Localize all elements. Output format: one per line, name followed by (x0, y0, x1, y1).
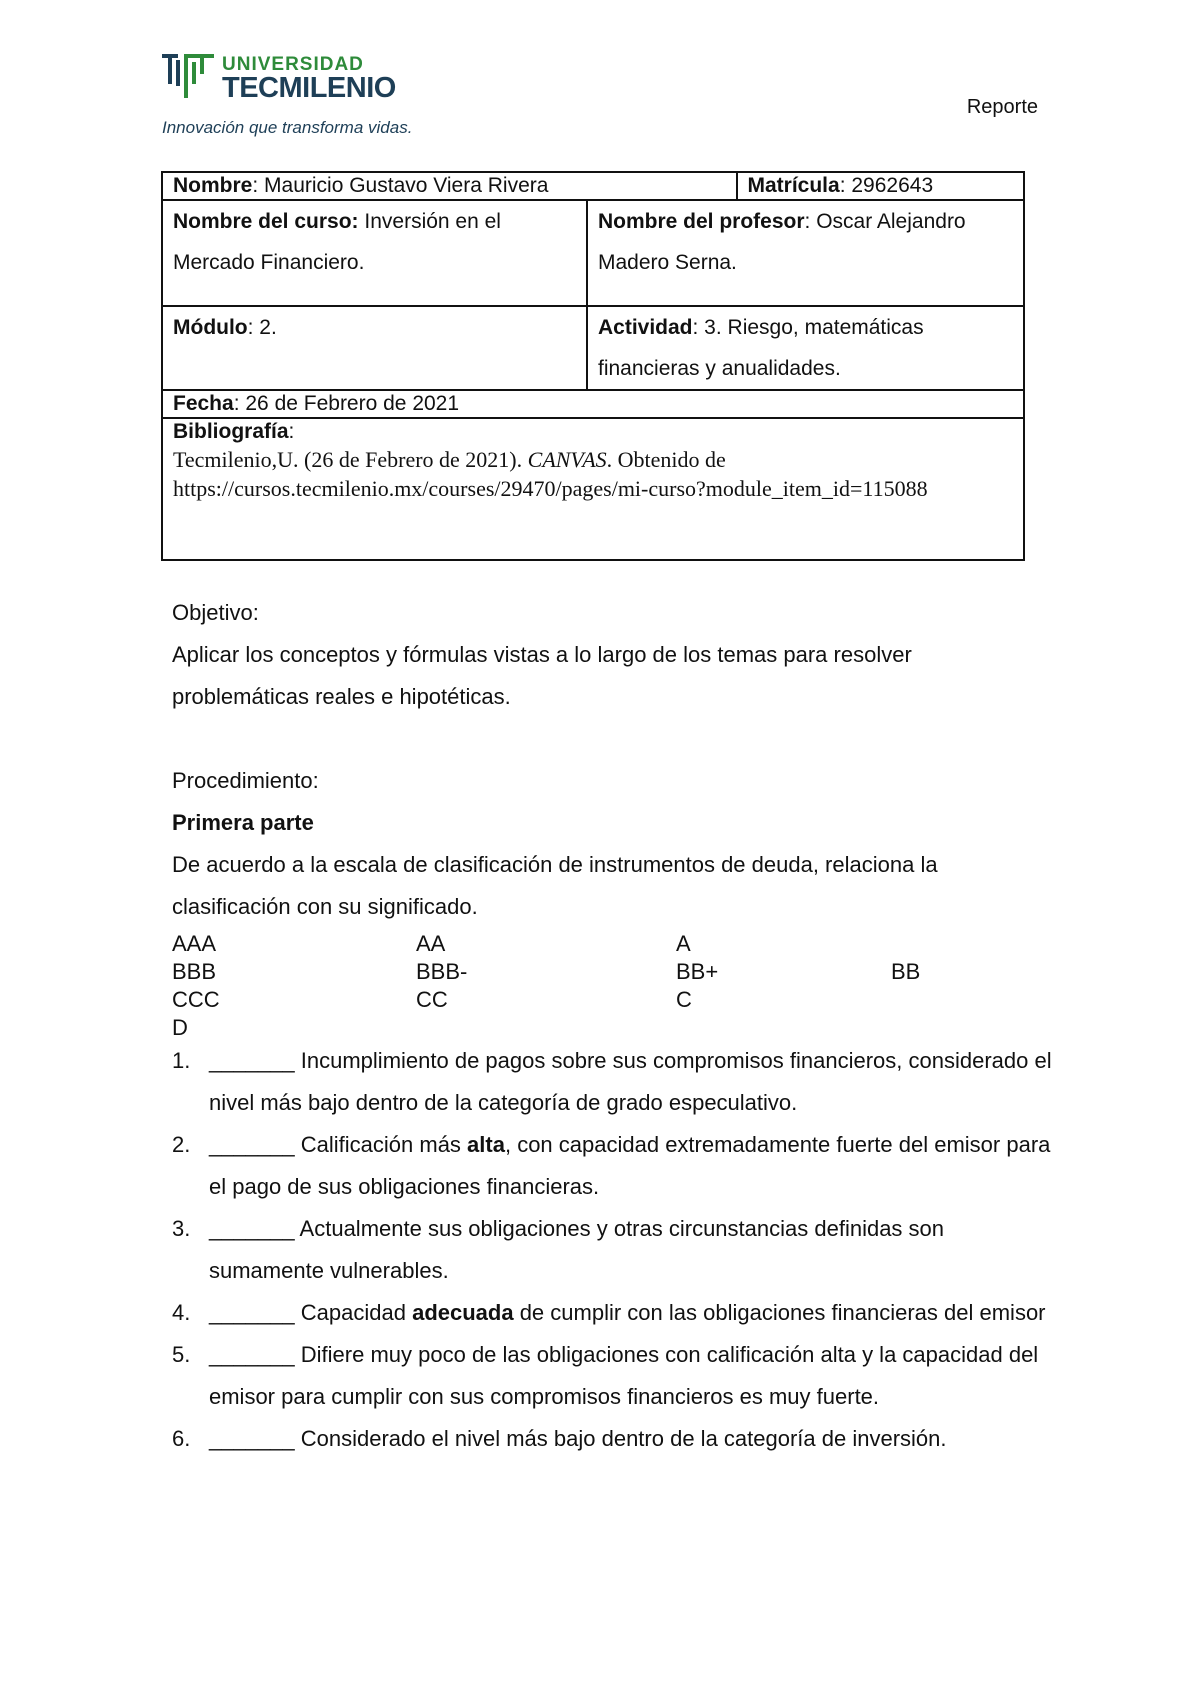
rating-cell: BB (891, 959, 921, 984)
question-item (172, 1124, 1052, 1208)
rating-cell: AA (416, 931, 446, 956)
question-number: 6. (172, 1426, 191, 1451)
bibliografia-reference (173, 445, 1013, 503)
section-title: Primera parte (172, 810, 314, 835)
question-number: 5. (172, 1342, 191, 1367)
question-text: Capacidad (294, 1300, 413, 1325)
question-item (172, 1292, 1052, 1334)
matricula-label: Matrícula (747, 174, 840, 197)
question-item (172, 1208, 1052, 1292)
fecha-label: Fecha (173, 392, 234, 415)
fecha-cell (162, 390, 1024, 418)
profesor-cell (587, 200, 1024, 306)
table-row (162, 418, 1024, 560)
question-number: 1. (172, 1048, 191, 1073)
modulo-cell (162, 306, 587, 390)
fecha-value: : 26 de Febrero de 2021 (233, 392, 460, 415)
objetivo-label: Objetivo: (172, 600, 259, 625)
answer-blank: _______ (209, 1132, 295, 1157)
nombre-label: Nombre (173, 174, 253, 197)
actividad-value: : 3. Riesgo, matemáticas financieras y anualidades. (597, 316, 924, 380)
question-text-end: de cumplir con las obligaciones financieras del emisor (513, 1300, 1046, 1325)
answer-blank: _______ (209, 1300, 295, 1325)
matricula-value: : 2962643 (839, 174, 934, 197)
profesor-value: : Oscar Alejandro Madero Serna. (597, 210, 966, 274)
bib-text-1: Tecmilenio,U. (26 de Febrero de 2021). (173, 447, 528, 472)
bibliografia-cell (162, 418, 1024, 560)
question-emphasis: alta (467, 1132, 505, 1157)
logo-line-universidad: UNIVERSIDAD (222, 54, 364, 75)
rating-cell: A (676, 931, 691, 956)
rating-cell: CC (416, 987, 448, 1012)
table-row (162, 200, 1024, 306)
actividad-cell (587, 306, 1024, 390)
student-info-table (161, 171, 1025, 561)
question-item (172, 1418, 1052, 1460)
table-row (162, 306, 1024, 390)
question-text: Calificación más (294, 1132, 468, 1157)
tecmilenio-mark-icon (160, 52, 218, 104)
bibliografia-colon: : (288, 420, 295, 443)
bib-text-2: . Obtenido de (606, 447, 726, 472)
question-number: 4. (172, 1300, 191, 1325)
curso-cell (162, 200, 587, 306)
rating-cell: BBB- (416, 959, 468, 984)
questions-list (172, 1040, 1052, 1460)
document-type: Reporte (966, 96, 1038, 118)
modulo-label: Módulo (173, 316, 248, 339)
table-row (162, 390, 1024, 418)
bib-italic-title: CANVAS (527, 447, 607, 472)
question-text: Actualmente sus obligaciones y otras circunstancias definidas son sumamente vulnerables. (209, 1216, 945, 1283)
matricula-cell (737, 172, 1025, 200)
question-text-end: , con capacidad extremadamente fuerte del emisor para el pago de sus obligaciones financieras. (209, 1132, 1051, 1199)
question-text: Difiere muy poco de las obligaciones con calificación alta y la capacidad del emisor para cumplir con sus compromisos financieros es muy fuerte. (209, 1342, 1039, 1409)
question-text: Incumplimiento de pagos sobre sus compromisos financieros, considerado el nivel más bajo dentro de la categoría de grado especulativo. (209, 1048, 1052, 1115)
bibliografia-label: Bibliografía (173, 420, 289, 443)
university-logo (160, 50, 430, 140)
procedimiento-label: Procedimiento: (172, 768, 319, 793)
nombre-value: : Mauricio Gustavo Viera Rivera (252, 174, 549, 197)
question-emphasis: adecuada (412, 1300, 514, 1325)
question-item (172, 1040, 1052, 1124)
modulo-value: : 2. (247, 316, 277, 339)
profesor-label: Nombre del profesor (597, 210, 805, 233)
rating-cell: BB+ (676, 959, 719, 984)
question-number: 3. (172, 1216, 191, 1241)
question-text: Considerado el nivel más bajo dentro de la categoría de inversión. (294, 1426, 947, 1451)
rating-cell: CCC (172, 987, 220, 1012)
answer-blank: _______ (209, 1426, 295, 1451)
answer-blank: _______ (209, 1216, 295, 1241)
actividad-label: Actividad (597, 316, 693, 339)
nombre-cell (162, 172, 737, 200)
rating-cell: BBB (172, 959, 217, 984)
logo-tagline: Innovación que transforma vidas. (162, 118, 413, 137)
rating-cell: AAA (172, 931, 217, 956)
answer-blank: _______ (209, 1048, 295, 1073)
curso-label: Nombre del curso: (173, 210, 359, 233)
curso-value: Inversión en el Mercado Financiero. (173, 210, 501, 274)
table-row (162, 172, 1024, 200)
answer-blank: _______ (209, 1342, 295, 1367)
section-intro: De acuerdo a la escala de clasificación de instrumentos de deuda, relaciona la clasificación con su significado. (172, 852, 938, 919)
rating-cell: D (172, 1015, 188, 1040)
bib-url: https://cursos.tecmilenio.mx/courses/29470/pages/mi-curso?module_item_id=115088 (173, 476, 928, 501)
question-item (172, 1334, 1052, 1418)
logo-line-tecmilenio: TECMILENIO (222, 72, 396, 104)
rating-cell: C (676, 987, 692, 1012)
question-number: 2. (172, 1132, 191, 1157)
objetivo-text: Aplicar los conceptos y fórmulas vistas a lo largo de los temas para resolver problemáticas reales e hipotéticas. (172, 642, 912, 709)
